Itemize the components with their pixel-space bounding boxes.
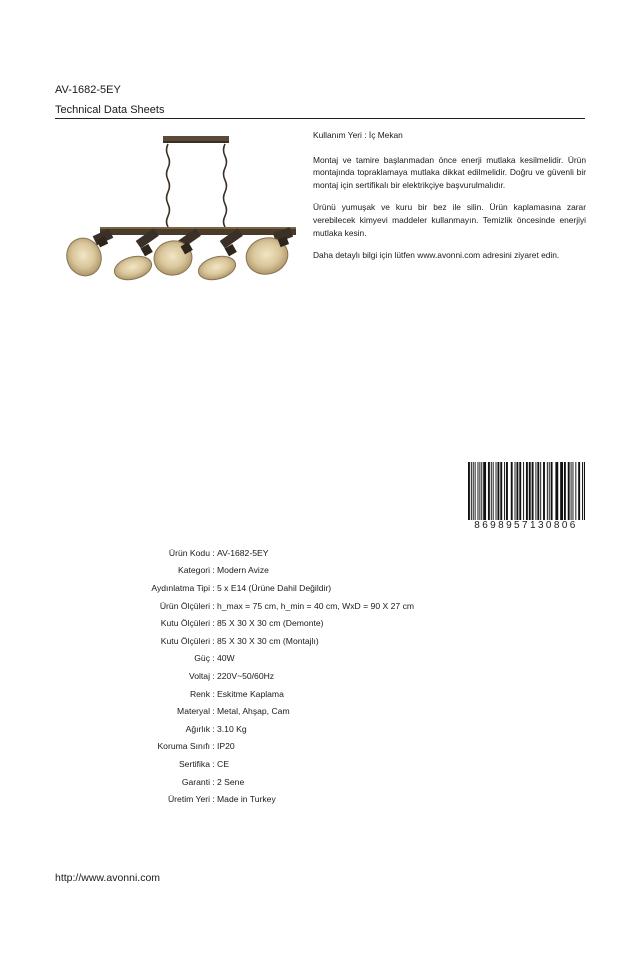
spec-value: CE bbox=[217, 758, 229, 769]
spec-value: 3.10 Kg bbox=[217, 723, 247, 734]
spec-row bbox=[60, 614, 460, 632]
barcode-bar bbox=[519, 462, 521, 520]
spec-value: AV-1682-5EY bbox=[217, 547, 269, 558]
spec-label: Kategori bbox=[177, 565, 210, 576]
barcode-bar bbox=[537, 462, 539, 520]
safety-paragraph: Montaj ve tamire başlanmadan önce enerji mutlaka kesilmelidir. Ürün montajında topraklamaya mutlaka dikkat edilmelidir. Doğru ve güvenli bir montaj için sertifikalı bir elektrikçiye başvurulmalıdır. bbox=[313, 154, 586, 190]
spec-separator: : bbox=[212, 776, 215, 787]
spec-value: 85 X 30 X 30 cm (Demonte) bbox=[217, 618, 324, 629]
spec-separator: : bbox=[212, 600, 215, 611]
barcode-bar bbox=[504, 462, 505, 520]
spec-label: Ürün Kodu bbox=[168, 547, 210, 558]
spec-table bbox=[60, 544, 460, 808]
spec-row bbox=[60, 544, 460, 562]
barcode-bar bbox=[497, 462, 499, 520]
barcode-bar bbox=[540, 462, 541, 520]
barcode-bar bbox=[555, 462, 558, 520]
barcode-bar bbox=[584, 462, 585, 520]
barcode-bar bbox=[471, 462, 472, 520]
barcode-bar bbox=[496, 462, 497, 520]
footer-url: http://www.avonni.com bbox=[55, 872, 161, 884]
spec-value: Eskitme Kaplama bbox=[217, 688, 284, 699]
barcode-bar bbox=[468, 462, 470, 520]
barcode-bar bbox=[575, 462, 576, 520]
spec-row bbox=[60, 720, 460, 738]
barcode-bar bbox=[488, 462, 490, 520]
barcode-bar bbox=[523, 462, 524, 520]
spec-row bbox=[60, 650, 460, 668]
spec-label: Voltaj bbox=[188, 670, 210, 681]
cleaning-paragraph: Ürünü yumuşak ve kuru bir bez ile silin. Ürün kaplamasına zarar verebilecek kimyevi maddeler kullanmayın. Temizlik öncesinde enerjiyi mutlaka kesin. bbox=[313, 202, 586, 238]
spec-separator: : bbox=[212, 618, 215, 629]
spec-row bbox=[60, 773, 460, 791]
spec-value: 5 x E14 (Ürüne Dahil Değildir) bbox=[217, 582, 332, 593]
spec-row bbox=[60, 667, 460, 685]
spec-value: h_max = 75 cm, h_min = 40 cm, WxD = 90 X 27 cm bbox=[217, 600, 415, 611]
spec-value: Made in Turkey bbox=[217, 794, 276, 805]
spec-separator: : bbox=[212, 582, 215, 593]
barcode-bar bbox=[481, 462, 482, 520]
spec-value: IP20 bbox=[217, 741, 235, 752]
spec-value: 220V~50/60Hz bbox=[217, 670, 275, 681]
model-code: AV-1682-5EY bbox=[55, 84, 121, 96]
barcode-bar bbox=[535, 462, 536, 520]
barcode-bar bbox=[568, 462, 570, 520]
spec-label: Kutu Ölçüleri bbox=[160, 635, 210, 646]
spec-separator: : bbox=[212, 741, 215, 752]
spec-label: Ağırlık bbox=[185, 723, 210, 734]
barcode-bar bbox=[571, 462, 572, 520]
barcode-bar bbox=[582, 462, 583, 520]
spec-value: 85 X 30 X 30 cm (Montajlı) bbox=[217, 635, 319, 646]
spec-label: Üretim Yeri bbox=[167, 794, 210, 805]
header-divider bbox=[55, 118, 585, 119]
spec-separator: : bbox=[212, 670, 215, 681]
usage-info bbox=[313, 129, 586, 272]
spec-label: Koruma Sınıfı bbox=[157, 741, 210, 752]
barcode-bar bbox=[479, 462, 480, 520]
spec-row bbox=[60, 562, 460, 580]
barcode-bar bbox=[491, 462, 492, 520]
document-header bbox=[55, 84, 585, 116]
barcode-bar bbox=[478, 462, 479, 520]
spec-value: 40W bbox=[217, 653, 235, 664]
chandelier-product-image bbox=[60, 130, 305, 290]
spec-row bbox=[60, 702, 460, 720]
barcode-bar bbox=[526, 462, 528, 520]
spec-row bbox=[60, 738, 460, 756]
spec-label: Garanti bbox=[181, 776, 210, 787]
barcode-bar bbox=[516, 462, 518, 520]
spec-row bbox=[60, 755, 460, 773]
barcode-bar bbox=[543, 462, 545, 520]
barcode-bar bbox=[483, 462, 486, 520]
spec-separator: : bbox=[212, 706, 215, 717]
barcode-bar bbox=[493, 462, 494, 520]
barcode-bar bbox=[529, 462, 531, 520]
spec-row bbox=[60, 790, 460, 808]
spec-separator: : bbox=[212, 635, 215, 646]
barcode-bar bbox=[532, 462, 534, 520]
barcode-number: 8698957130806 bbox=[474, 520, 578, 531]
spec-separator: : bbox=[212, 688, 215, 699]
spec-row bbox=[60, 597, 460, 615]
barcode-bar bbox=[473, 462, 474, 520]
spec-separator: : bbox=[212, 547, 215, 558]
spec-separator: : bbox=[212, 565, 215, 576]
spec-separator: : bbox=[212, 794, 215, 805]
barcode-bar bbox=[511, 462, 513, 520]
suspension-chains bbox=[167, 144, 227, 227]
spec-label: Renk bbox=[189, 688, 210, 699]
spec-value: 2 Sene bbox=[217, 776, 245, 787]
barcode-bar bbox=[551, 462, 553, 520]
spec-label: Ürün Ölçüleri bbox=[159, 600, 210, 611]
barcode-bar bbox=[475, 462, 476, 520]
spec-row bbox=[60, 685, 460, 703]
spec-label: Sertifika bbox=[178, 758, 210, 769]
barcode-bar bbox=[500, 462, 502, 520]
barcode-bar bbox=[573, 462, 574, 520]
spec-label: Güç bbox=[194, 653, 210, 664]
shade-2 bbox=[112, 252, 154, 283]
barcode-bar bbox=[547, 462, 548, 520]
spec-value: Modern Avize bbox=[217, 565, 269, 576]
barcode-bar bbox=[506, 462, 508, 520]
spec-value: Metal, Ahşap, Cam bbox=[217, 706, 290, 717]
barcode-bar bbox=[515, 462, 516, 520]
barcode-bar bbox=[578, 462, 580, 520]
usage-location: Kullanım Yeri : İç Mekan bbox=[313, 130, 403, 140]
barcode-bar bbox=[564, 462, 566, 520]
spec-row bbox=[60, 632, 460, 650]
shade-4 bbox=[196, 252, 238, 283]
spec-label: Kutu Ölçüleri bbox=[160, 618, 210, 629]
spec-separator: : bbox=[212, 758, 215, 769]
spec-label: Materyal bbox=[177, 706, 210, 717]
document-subtitle: Technical Data Sheets bbox=[55, 104, 165, 116]
spec-row bbox=[60, 579, 460, 597]
barcode-bar bbox=[560, 462, 563, 520]
spec-label: Aydınlatma Tipi bbox=[151, 582, 210, 593]
barcode-bar bbox=[549, 462, 550, 520]
spec-separator: : bbox=[212, 723, 215, 734]
spec-separator: : bbox=[212, 653, 215, 664]
website-paragraph: Daha detaylı bilgi için lütfen www.avonni.com adresini ziyaret edin. bbox=[313, 250, 560, 261]
